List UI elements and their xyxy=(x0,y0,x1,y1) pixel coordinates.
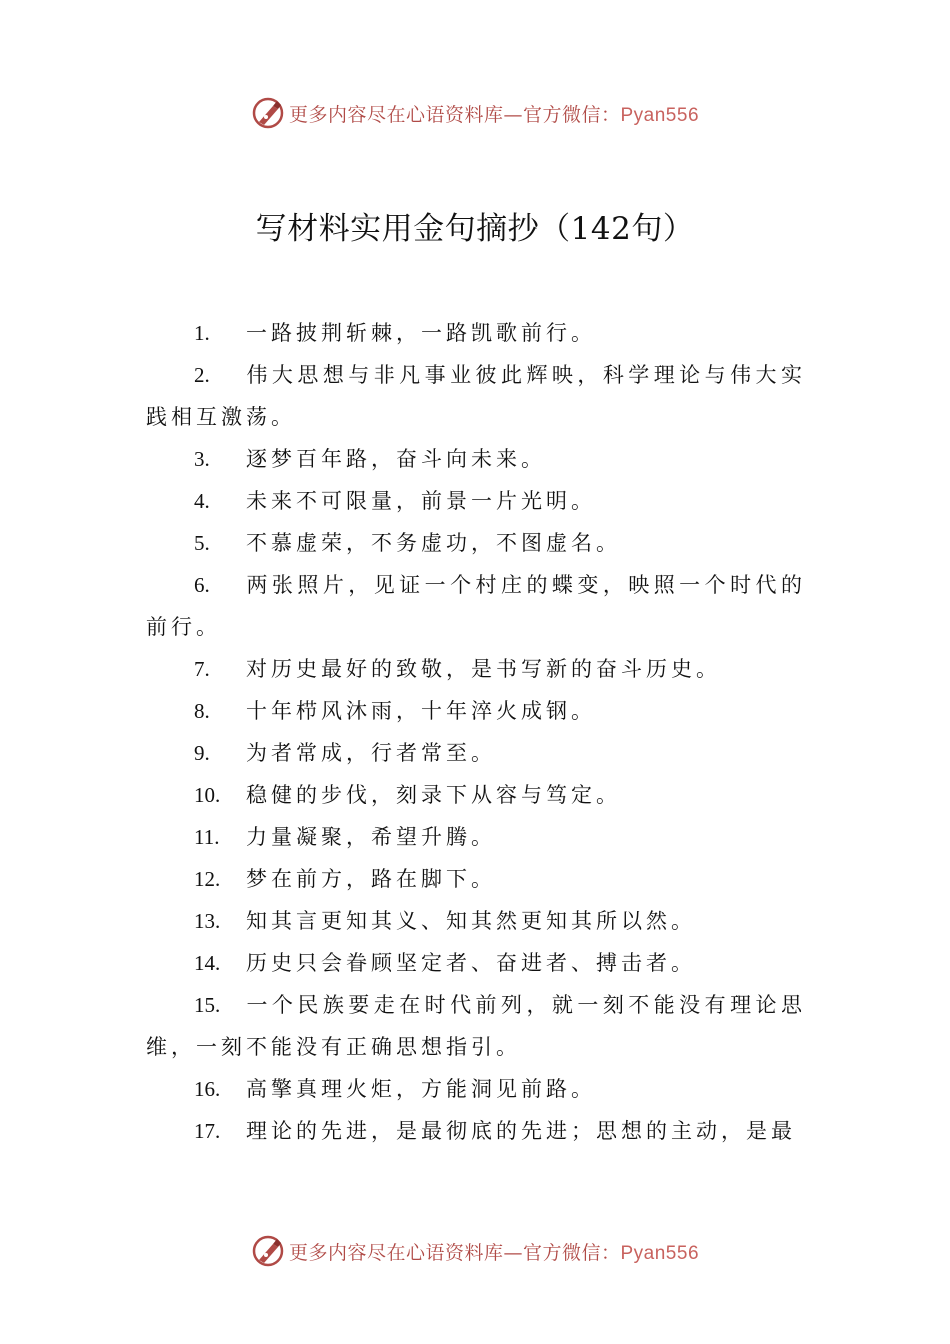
item-text: 一个民族要走在时代前列，就一刻不能没有理论思维，一刻不能没有正确思想指引。 xyxy=(146,993,806,1059)
item-text: 知其言更知其义、知其然更知其所以然。 xyxy=(246,909,696,933)
list-item xyxy=(146,438,806,480)
list-item xyxy=(146,522,806,564)
item-number: 1. xyxy=(194,321,210,345)
document-title: 写材料实用金句摘抄（142句） xyxy=(255,211,695,247)
list-item xyxy=(146,1068,806,1110)
item-text: 高擎真理火炬，方能洞见前路。 xyxy=(246,1077,596,1101)
item-number: 6. xyxy=(194,573,210,597)
item-text: 不慕虚荣，不务虚功，不图虚名。 xyxy=(246,531,621,555)
list-item xyxy=(146,312,806,354)
item-number: 10. xyxy=(194,783,221,807)
list-item xyxy=(146,480,806,522)
item-number: 4. xyxy=(194,489,210,513)
list-item xyxy=(146,900,806,942)
banner-text: 更多内容尽在心语资料库—官方微信：Pyan556 xyxy=(288,1241,700,1264)
item-text: 逐梦百年路，奋斗向未来。 xyxy=(246,447,546,471)
item-text: 伟大思想与非凡事业彼此辉映，科学理论与伟大实践相互激荡。 xyxy=(146,363,806,429)
list-item xyxy=(146,858,806,900)
list-item xyxy=(146,1110,806,1152)
list-item xyxy=(146,690,806,732)
pen-nib-logo-icon xyxy=(251,1234,285,1268)
item-number: 17. xyxy=(194,1119,221,1143)
quote-list xyxy=(146,312,806,1152)
item-number: 11. xyxy=(194,825,220,849)
footer-banner xyxy=(0,1234,950,1268)
item-number: 12. xyxy=(194,867,221,891)
item-text: 理论的先进，是最彻底的先进；思想的主动，是最 xyxy=(246,1119,796,1143)
list-item xyxy=(146,816,806,858)
item-text: 力量凝聚，希望升腾。 xyxy=(246,825,496,849)
item-number: 9. xyxy=(194,741,210,765)
list-item xyxy=(146,774,806,816)
item-text: 未来不可限量，前景一片光明。 xyxy=(246,489,596,513)
item-number: 5. xyxy=(194,531,210,555)
item-text: 梦在前方，路在脚下。 xyxy=(246,867,496,891)
item-text: 为者常成，行者常至。 xyxy=(246,741,496,765)
wechat-id: Pyan556 xyxy=(620,104,700,126)
item-number: 3. xyxy=(194,447,210,471)
item-number: 16. xyxy=(194,1077,221,1101)
item-number: 2. xyxy=(194,363,210,387)
item-text: 稳健的步伐，刻录下从容与笃定。 xyxy=(246,783,621,807)
wechat-id: Pyan556 xyxy=(620,1242,700,1264)
list-item xyxy=(146,354,806,438)
item-number: 15. xyxy=(194,993,221,1017)
list-item xyxy=(146,648,806,690)
item-number: 14. xyxy=(194,951,221,975)
list-item xyxy=(146,564,806,648)
item-number: 13. xyxy=(194,909,221,933)
item-text: 历史只会眷顾坚定者、奋进者、搏击者。 xyxy=(246,951,696,975)
list-item xyxy=(146,732,806,774)
list-item xyxy=(146,984,806,1068)
item-text: 两张照片，见证一个村庄的蝶变，映照一个时代的前行。 xyxy=(146,573,806,639)
banner-text: 更多内容尽在心语资料库—官方微信：Pyan556 xyxy=(288,103,700,126)
item-text: 十年栉风沐雨，十年淬火成钢。 xyxy=(246,699,596,723)
item-text: 一路披荆斩棘，一路凯歌前行。 xyxy=(246,321,596,345)
header-banner xyxy=(0,96,950,130)
pen-nib-logo-icon xyxy=(251,96,285,130)
item-text: 对历史最好的致敬，是书写新的奋斗历史。 xyxy=(246,657,721,681)
item-number: 7. xyxy=(194,657,210,681)
list-item xyxy=(146,942,806,984)
item-number: 8. xyxy=(194,699,210,723)
